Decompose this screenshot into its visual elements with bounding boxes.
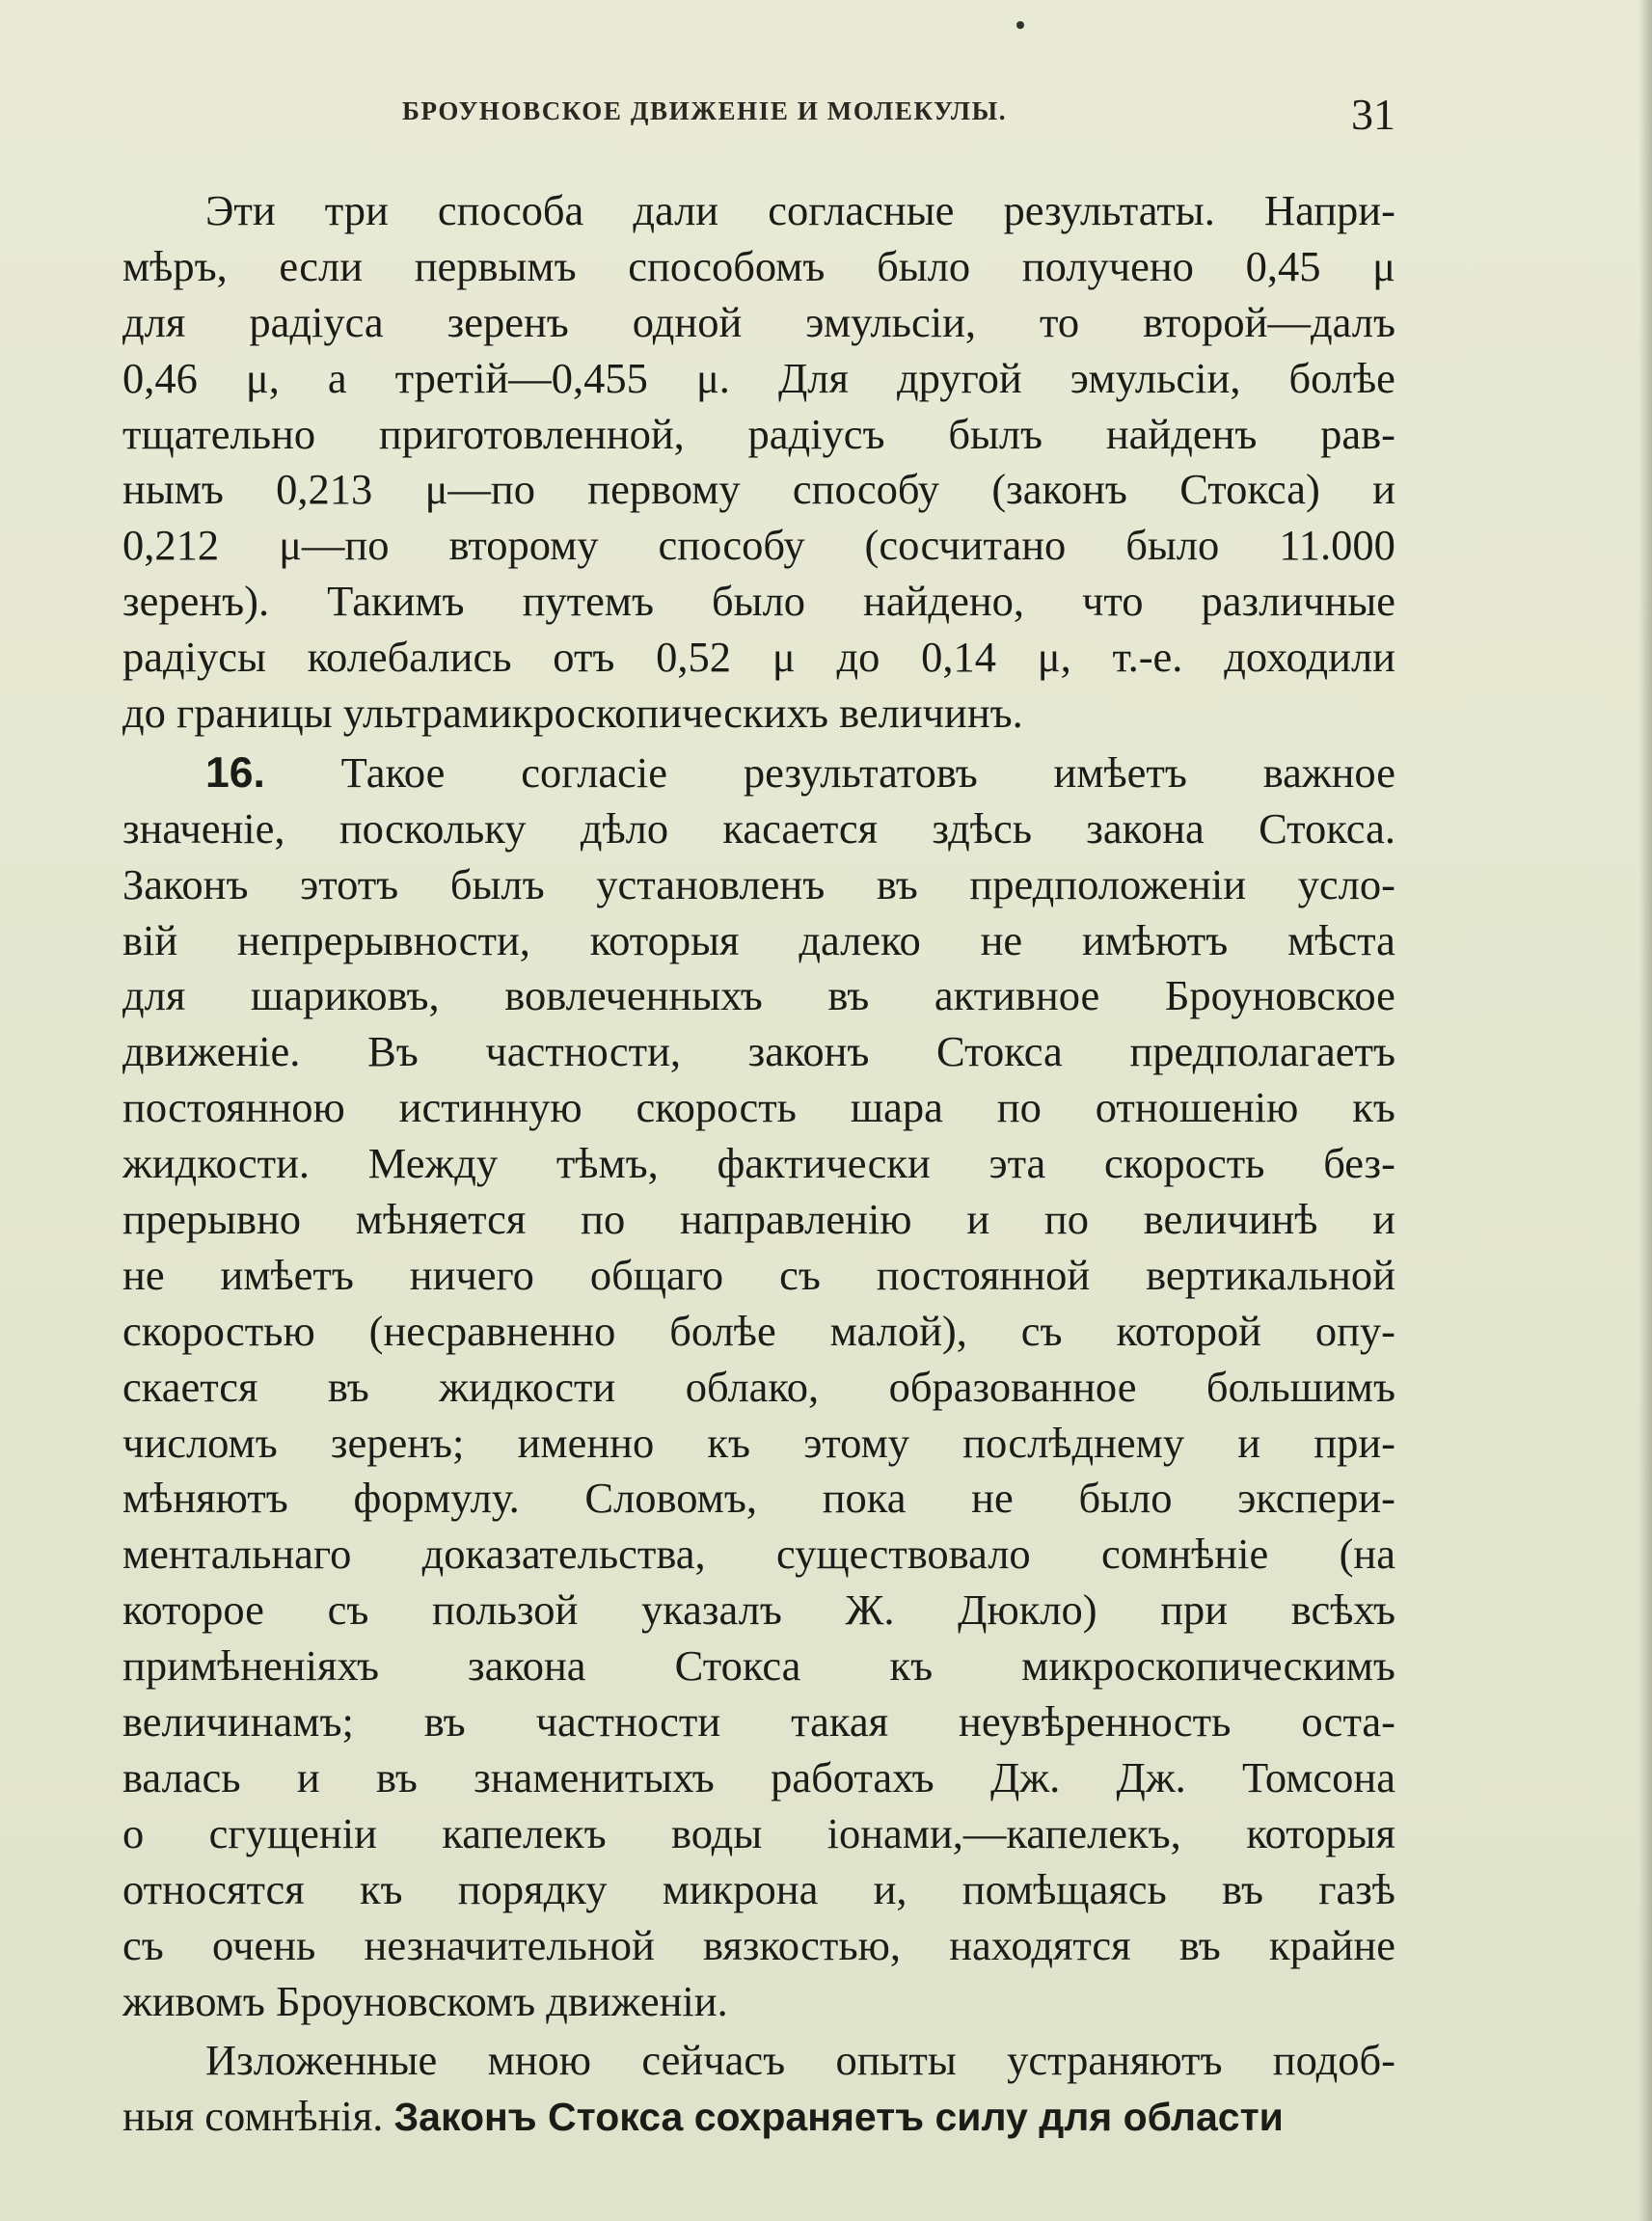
text-line: зеренъ). Такимъ путемъ было найдено, что различные [122,577,1395,626]
text-line: съ очень незначительной вязкостью, находятся въ крайне [122,1920,1395,1969]
text-line: для радіуса зеренъ одной эмульсіи, то второй—далъ [122,297,1395,346]
text-line: Законъ этотъ былъ установленъ въ предположеніи усло- [122,859,1395,908]
text-line: числомъ зеренъ; именно къ этому послѣднему и при- [122,1418,1395,1467]
text-line: нымъ 0,213 μ—по первому способу (законъ Стокса) и [122,465,1395,514]
text-line: мѣняютъ формулу. Словомъ, пока не было экспери- [122,1474,1395,1523]
running-head: БРОУНОВСКОЕ ДВИЖЕНІЕ И МОЛЕКУЛЫ. [402,96,1008,125]
text-line [122,2089,1395,2145]
text-line: Эти три способа дали согласные результаты. Напри- [205,186,1395,234]
text-line: величинамъ; въ частности такая неувѣренность оста- [122,1697,1395,1747]
text-line: о сгущеніи капелекъ воды іонами,—капелекъ, которыя [122,1808,1395,1857]
text-line: жидкости. Между тѣмъ, фактически эта скорость без- [122,1139,1395,1188]
text-line: относятся къ порядку микрона и, помѣщаясь въ газѣ [122,1864,1395,1913]
text-line: скоростью (несравненно болѣе малой), съ которой опу- [122,1306,1395,1355]
emphasized-statement: Законъ Стокса сохраняетъ силу для области [393,2095,1284,2140]
text-line: примѣненіяхъ закона Стокса къ микроскопическимъ [122,1641,1395,1691]
text-line: тщательно приготовленной, радіусъ былъ найденъ рав- [122,409,1395,458]
text-line: живомъ Броуновскомъ движеніи. [122,1976,728,2025]
text-line: мѣръ, если первымъ способомъ было получено 0,45 μ [122,241,1395,290]
paragraph-1 [122,183,1395,742]
text-line: постоянною истинную скорость шара по отношенію къ [122,1083,1395,1132]
text-line: Изложенные мною сейчасъ опыты устраняютъ подоб- [205,2036,1395,2085]
paragraph-2 [122,745,1395,2029]
text-line: не имѣетъ ничего общаго съ постоянной вертикальной [122,1250,1395,1299]
text-line: до границы ультрамикроскопическихъ величинъ. [122,689,1023,738]
text-line: для шариковъ, вовлеченныхъ въ активное Броуновское [122,971,1395,1020]
body-text [122,183,1395,2145]
page-header [122,89,1395,147]
text-line: радіусы колебались отъ 0,52 μ до 0,14 μ, т.-е. доходили [122,633,1395,682]
text-line: 16. Такое согласіе результатовъ имѣетъ важное [122,745,1395,801]
text-line: 0,212 μ—по второму способу (сосчитано было 11.000 [122,521,1395,570]
section-number: 16. [205,748,265,797]
text-line: 0,46 μ, а третій—0,455 μ. Для другой эмульсіи, болѣе [122,353,1395,402]
text-line: прерывно мѣняется по направленію и по величинѣ и [122,1195,1395,1244]
text-line: ментальнаго доказательства, существовало сомнѣніе (на [122,1530,1395,1579]
text-line: скается въ жидкости облако, образованное большимъ [122,1362,1395,1411]
text-line: значеніе, поскольку дѣло касается здѣсь закона Стокса. [122,803,1395,853]
page-edge-shadow [1638,0,1652,2221]
text-line: которое съ пользой указалъ Ж. Дюкло) при всѣхъ [122,1585,1395,1635]
ink-speck [1016,21,1024,29]
page-number: 31 [1351,90,1395,139]
paragraph-3 [122,2033,1395,2145]
text-line: валась и въ знаменитыхъ работахъ Дж. Дж. Томсона [122,1752,1395,1801]
text-line: движеніе. Въ частности, законъ Стокса предполагаетъ [122,1027,1395,1076]
text-regular: ныя сомнѣнія. [122,2092,384,2141]
text-line: вій непрерывности, которыя далеко не имѣютъ мѣста [122,915,1395,964]
